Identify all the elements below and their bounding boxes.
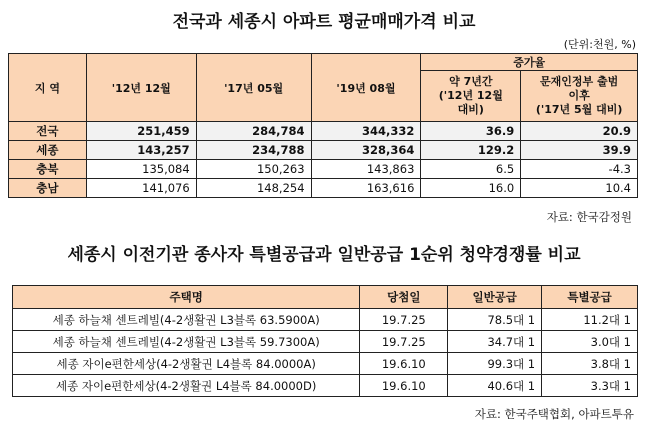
table-row <box>9 160 638 179</box>
row-general: 40.6대 1 <box>448 375 542 397</box>
row-special: 11.2대 1 <box>542 309 638 331</box>
row-growth: 129.2 <box>421 141 521 160</box>
header-growth-moon-line3: ('17년 5월 대비) <box>535 103 623 116</box>
row-general: 99.3대 1 <box>448 353 542 375</box>
row-growth: -4.3 <box>521 160 638 179</box>
row-house-name: 세종 하늘채 센트레빌(4-2생활권 L3블록 59.7300A) <box>13 331 360 353</box>
header-growth-moon-line1: 문재인정부 출범 <box>540 75 619 88</box>
row-house-name: 세종 자이e편한세상(4-2생활권 L4블록 84.0000D) <box>13 375 360 397</box>
table1-source: 자료: 한국감정원 <box>546 210 632 224</box>
row-growth: 39.9 <box>521 141 638 160</box>
row-special: 3.3대 1 <box>542 375 638 397</box>
row-region: 전국 <box>9 122 87 141</box>
header-region: 지 역 <box>9 54 87 122</box>
row-growth: 16.0 <box>421 179 521 198</box>
row-value: 284,784 <box>196 122 311 141</box>
row-date: 19.7.25 <box>360 331 448 353</box>
row-general: 34.7대 1 <box>448 331 542 353</box>
row-special: 3.0대 1 <box>542 331 638 353</box>
table-row <box>9 122 638 141</box>
table-row <box>9 179 638 198</box>
row-value: 143,863 <box>311 160 421 179</box>
table-row <box>13 309 638 331</box>
header-general-supply: 일반공급 <box>448 286 542 309</box>
header-win-date: 당첨일 <box>360 286 448 309</box>
header-col2: '17년 05월 <box>196 54 311 122</box>
table-row <box>9 141 638 160</box>
table2-source: 자료: 한국주택협회, 아파트투유 <box>474 407 634 421</box>
table1-title: 전국과 세종시 아파트 평균매매가격 비교 <box>172 12 476 32</box>
row-house-name: 세종 자이e편한세상(4-2생활권 L4블록 84.0000A) <box>13 353 360 375</box>
header-growth-moon <box>521 71 638 122</box>
header-house-name: 주택명 <box>13 286 360 309</box>
row-region: 충남 <box>9 179 87 198</box>
row-value: 141,076 <box>86 179 196 198</box>
header-growth-moon-line2: 이후 <box>568 89 590 102</box>
row-date: 19.6.10 <box>360 353 448 375</box>
row-value: 150,263 <box>196 160 311 179</box>
row-value: 135,084 <box>86 160 196 179</box>
row-special: 3.8대 1 <box>542 353 638 375</box>
header-growth-7yr-line2: ('12년 12월 <box>438 89 503 102</box>
row-growth: 6.5 <box>421 160 521 179</box>
row-region: 세종 <box>9 141 87 160</box>
row-region: 충북 <box>9 160 87 179</box>
row-value: 344,332 <box>311 122 421 141</box>
row-date: 19.6.10 <box>360 375 448 397</box>
header-col3: '19년 08월 <box>311 54 421 122</box>
row-house-name: 세종 하늘채 센트레빌(4-2생활권 L3블록 63.5900A) <box>13 309 360 331</box>
row-value: 234,788 <box>196 141 311 160</box>
row-growth: 10.4 <box>521 179 638 198</box>
row-value: 328,364 <box>311 141 421 160</box>
row-growth: 20.9 <box>521 122 638 141</box>
row-value: 163,616 <box>311 179 421 198</box>
row-value: 251,459 <box>86 122 196 141</box>
row-value: 148,254 <box>196 179 311 198</box>
row-growth: 36.9 <box>421 122 521 141</box>
table2-title: 세종시 이전기관 종사자 특별공급과 일반공급 1순위 청약경쟁률 비교 <box>67 245 581 265</box>
header-special-supply: 특별공급 <box>542 286 638 309</box>
header-col1: '12년 12월 <box>86 54 196 122</box>
unit-label: (단위:천원, %) <box>563 38 636 51</box>
header-growth-7yr-line3: 대비) <box>457 103 484 116</box>
header-growth: 증가율 <box>421 54 638 71</box>
row-date: 19.7.25 <box>360 309 448 331</box>
table-row <box>13 375 638 397</box>
header-growth-7yr <box>421 71 521 122</box>
header-growth-7yr-line1: 약 7년간 <box>449 75 493 88</box>
row-value: 143,257 <box>86 141 196 160</box>
subscription-competition-table <box>12 285 638 397</box>
table-row <box>13 353 638 375</box>
price-comparison-table <box>8 53 638 198</box>
table-row <box>13 331 638 353</box>
row-general: 78.5대 1 <box>448 309 542 331</box>
